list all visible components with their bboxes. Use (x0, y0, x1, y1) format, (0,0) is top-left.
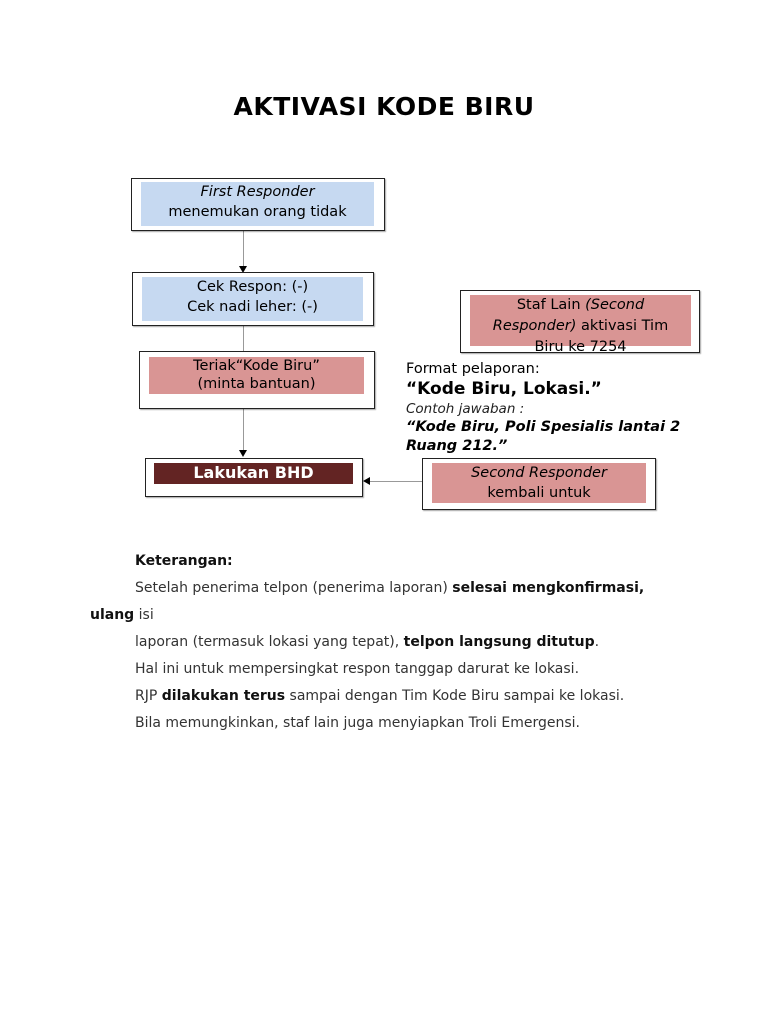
notes-line-1: Setelah penerima telpon (penerima laporan) selesai mengkonfirmasi, (135, 580, 645, 596)
first-responder-fill (141, 182, 374, 226)
teriak-line2: (minta bantuan) (197, 376, 316, 392)
format-block (406, 360, 736, 456)
staf-lain-fill (470, 295, 691, 355)
notes-line-6: Bila memungkinkan, staf lain juga menyiapkan Troli Emergensi. (135, 715, 580, 731)
notes-line-4: Hal ini untuk mempersingkat respon tanggap darurat ke lokasi. (135, 661, 580, 677)
arrow-down-icon (239, 450, 247, 457)
notes-section (90, 548, 710, 737)
staf-lain-box (460, 290, 700, 353)
format-example: “Kode Biru, Poli Spesialis lantai 2 Ruang 212.” (406, 419, 681, 454)
teriak-box (139, 351, 375, 409)
bhd-box (145, 458, 363, 497)
first-responder-italic: First Responder (200, 184, 315, 200)
notes-line-5: RJP dilakukan terus sampai dengan Tim Kode Biru sampai ke lokasi. (135, 688, 625, 704)
teriak-fill (149, 357, 364, 394)
page-title: AKTIVASI KODE BIRU (233, 92, 535, 121)
connector-1 (243, 230, 244, 266)
teriak-line1: Teriak“Kode Biru” (193, 358, 320, 374)
cek-respon-line1: Cek Respon: (-) (196, 279, 309, 295)
format-main: “Kode Biru, Lokasi.” (406, 379, 602, 399)
bhd-fill (154, 463, 353, 484)
cek-respon-fill (142, 277, 363, 321)
format-label: Format pelaporan: (406, 361, 540, 377)
second-responder-italic: Second Responder (471, 465, 607, 481)
first-responder-box (131, 178, 385, 231)
staf-lain-prefix: Staf Lain (516, 297, 586, 313)
notes-line-3: laporan (termasuk lokasi yang tepat), telpon langsung ditutup. (135, 634, 600, 650)
connector-3 (243, 408, 244, 450)
arrow-left-icon (363, 477, 370, 485)
bhd-label: Lakukan BHD (193, 463, 314, 482)
connector-4 (370, 481, 423, 482)
second-responder-box (422, 458, 656, 510)
second-responder-text: kembali untuk (487, 485, 591, 501)
first-responder-text: menemukan orang tidak (168, 204, 347, 220)
notes-line-2: ulang isi (90, 607, 154, 623)
staf-lain-italic: (Second Responder) (492, 297, 645, 334)
cek-respon-box (132, 272, 374, 326)
second-responder-fill (432, 463, 646, 503)
format-example-label: Contoh jawaban : (406, 401, 525, 417)
connector-2 (243, 325, 244, 352)
staf-lain-suffix: aktivasi Tim Biru ke 7254 (534, 318, 669, 355)
notes-heading: Keterangan: (135, 553, 233, 569)
cek-respon-line2: Cek nadi leher: (-) (187, 299, 318, 315)
